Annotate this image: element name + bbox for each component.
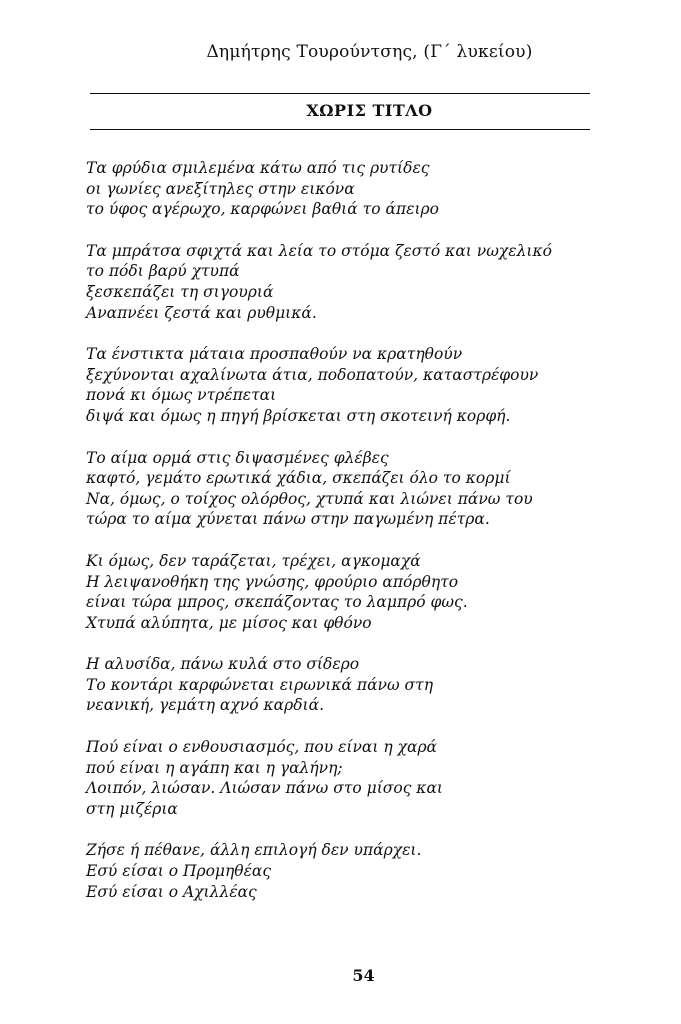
poem-line: Τα μπράτσα σφιχτά και λεία το στόμα ζεστό και νωχελικό (86, 241, 552, 260)
stanza (86, 840, 586, 902)
poem-line: Χτυπά αλύπητα, με μίσος και φθόνο (86, 613, 372, 632)
poem-line: ξεσκεπάζει τη σιγουριά (86, 282, 274, 301)
poem-line: ξεχύνονται αχαλίνωτα άτια, ποδοπατούν, καταστρέφουν (86, 365, 539, 384)
stanza (86, 654, 586, 716)
poem-line: το πόδι βαρύ χτυπά (86, 262, 240, 281)
poem-line: Εσύ είσαι ο Προμηθέας (86, 862, 272, 881)
poem-line: Το κοντάρι καρφώνεται ειρωνικά πάνω στη (86, 675, 433, 694)
poem-line: οι γωνίες ανεξίτηλες στην εικόνα (86, 179, 355, 198)
stanza (86, 344, 586, 426)
stanza (86, 737, 586, 819)
poem-line: Πού είναι ο ενθουσιασμός, που είναι η χαρά (86, 738, 438, 757)
stanza (86, 241, 586, 323)
poem-line: Εσύ είσαι ο Αχιλλέας (86, 882, 257, 901)
poem-line: Η λειψανοθήκη της γνώσης, φρούριο απόρθητο (86, 572, 459, 591)
poem-line: είναι τώρα μπρος, σκεπάζοντας το λαμπρό φως. (86, 593, 468, 612)
poem-line: νεανική, γεμάτη αχνό καρδιά. (86, 696, 325, 715)
stanza (86, 158, 586, 220)
poem-line: πού είναι η αγάπη και η γαλήνη; (86, 758, 343, 777)
stanza (86, 448, 586, 530)
poem-line: Λοιπόν, λιώσαν. Λιώσαν πάνω στο μίσος και (86, 779, 444, 798)
poem-line: Τα φρύδια σμιλεμένα κάτω από τις ρυτίδες (86, 159, 430, 177)
poem-line: διψά και όμως η πηγή βρίσκεται στη σκοτεινή κορφή. (86, 406, 511, 425)
poem-line: Η αλυσίδα, πάνω κυλά στο σίδερο (86, 655, 360, 674)
poem-line: Τα ένστικτα μάταια προσπαθούν να κρατηθούν (86, 345, 463, 364)
poem-line: Το αίμα ορμά στις διψασμένες φλέβες (86, 448, 389, 467)
poem-title: ΧΩΡΙΣ ΤΙΤΛΟ (306, 101, 433, 120)
top-rule (90, 93, 590, 94)
bottom-rule (90, 129, 590, 130)
poem-body (86, 158, 586, 923)
stanza (86, 551, 586, 633)
poem-line: Ζήσε ή πέθανε, άλλη επιλογή δεν υπάρχει. (86, 841, 422, 860)
poem-line: Να, όμως, ο τοίχος ολόρθος, χτυπά και λιώνει πάνω του (86, 489, 533, 508)
poem-line: Κι όμως, δεν ταράζεται, τρέχει, αγκομαχά (86, 551, 421, 570)
author-line: Δημήτρης Τουρούντσης, (Γ΄ λυκείου) (206, 42, 533, 62)
poem-line: καφτό, γεμάτο ερωτικά χάδια, σκεπάζει όλο το κορμί (86, 469, 511, 488)
poem-line: πονά κι όμως ντρέπεται (86, 386, 277, 405)
page-number: 54 (352, 966, 375, 985)
poem-line: το ύφος αγέρωχο, καρφώνει βαθιά το άπειρο (86, 200, 439, 219)
poem-line: τώρα το αίμα χύνεται πάνω στην παγωμένη πέτρα. (86, 510, 490, 529)
poem-line: Αναπνέει ζεστά και ρυθμικά. (86, 303, 317, 322)
poem-line: στη μιζέρια (86, 799, 178, 818)
